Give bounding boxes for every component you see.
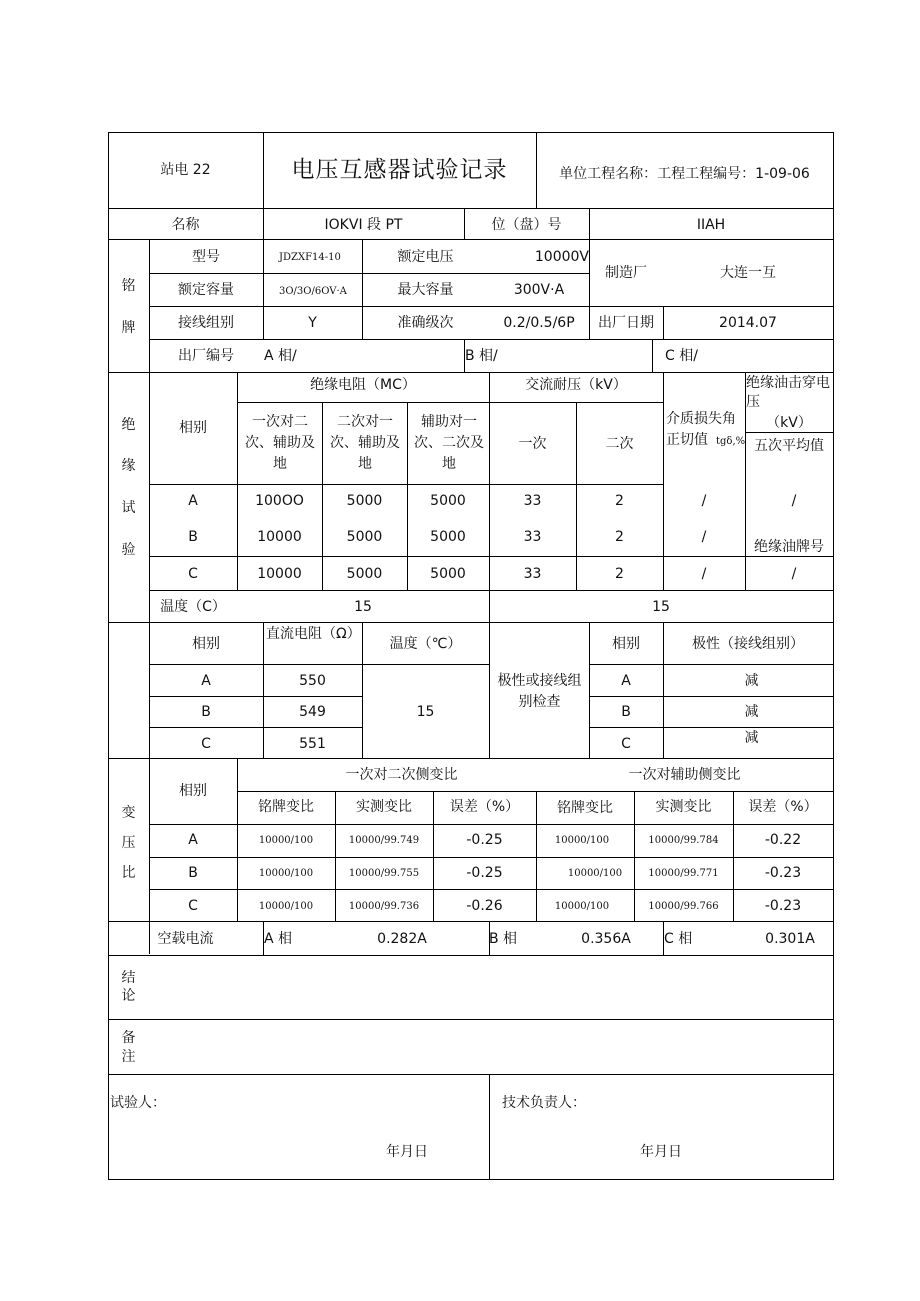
ratio-plate2-b: 10000/100	[567, 868, 623, 879]
dc-phase-c: C	[201, 736, 211, 752]
polarity-phase-b: B	[621, 704, 631, 720]
page-title: 电压互感器试验记录	[291, 157, 508, 183]
max-capacity-label: 最大容量	[397, 282, 454, 298]
ins-ir3-c: 5000	[430, 566, 466, 582]
ins-oil-c: /	[791, 566, 797, 582]
oil-breakdown-header: 绝缘油击穿电压	[746, 375, 830, 410]
ratio-primary-secondary-header: 一次对二次侧变比	[345, 767, 458, 783]
serial-label: 出厂编号	[178, 348, 234, 364]
ac-primary-header: 一次	[518, 436, 547, 452]
max-capacity-value: 300V·A	[513, 282, 565, 298]
ins-phase-c: C	[188, 566, 198, 582]
ratio-plate1-b: 10000/100	[258, 868, 314, 879]
serial-phase-c: C 相/	[665, 348, 698, 364]
ratio-error-header-2: 误差（%）	[748, 799, 818, 815]
accuracy-label: 准确级次	[397, 315, 454, 331]
ratio-measured-header-2: 实测变比	[655, 799, 712, 815]
nameplate-section-label-1: 铭	[121, 278, 136, 294]
factory-date-label: 出厂日期	[598, 315, 654, 331]
oil-plate-label: 绝缘油牌号	[754, 539, 824, 555]
name-value: IOKVI 段 PT	[324, 217, 403, 233]
polarity-header: 极性（接线组别）	[692, 636, 804, 652]
dc-phase-header: 相别	[192, 636, 220, 652]
remarks-label-2: 注	[121, 1049, 136, 1065]
ir-primary-header: 一次对二次、辅助及地	[245, 414, 315, 472]
remarks-label-1: 备	[121, 1030, 136, 1046]
ins-ir1-c: 10000	[257, 566, 302, 582]
polarity-check-label: 极性或接线组别检查	[497, 673, 582, 710]
insulation-phase-header: 相别	[179, 420, 207, 436]
no-load-a-label: A 相	[264, 931, 293, 947]
ratio-plate2-a: 10000/100	[554, 835, 610, 846]
tester-date: 年月日	[386, 1144, 428, 1160]
rated-voltage-label: 额定电压	[397, 249, 454, 265]
ins-tan-c: /	[701, 566, 707, 582]
insulation-temp-label: 温度（C）	[160, 599, 226, 615]
factory-date-value: 2014.07	[719, 315, 777, 331]
accuracy-value: 0.2/0.5/6P	[503, 315, 575, 331]
polarity-b: 减	[744, 704, 759, 720]
oil-five-avg-header: 五次平均值	[754, 438, 824, 454]
position-label: 位（盘）号	[491, 217, 562, 233]
dc-phase-b: B	[201, 704, 211, 720]
ratio-phase-header: 相别	[179, 783, 207, 799]
manufacturer-value: 大连一互	[720, 265, 776, 281]
insulation-section-label-1: 绝	[121, 417, 136, 433]
tech-lead-label: 技术负责人：	[502, 1095, 586, 1111]
ratio-phase-b: B	[188, 865, 198, 881]
ratio-meas1-c: 10000/99.736	[348, 901, 420, 912]
dc-phase-a: A	[201, 673, 211, 689]
polarity-a: 减	[744, 673, 759, 689]
ratio-err2-b: -0.23	[764, 865, 802, 881]
ratio-err1-b: -0.25	[466, 865, 503, 881]
dc-temp-value: 15	[416, 704, 435, 720]
ins-ac2-a: 2	[615, 493, 624, 509]
ratio-plate2-c: 10000/100	[554, 901, 610, 912]
ratio-primary-aux-header: 一次对辅助侧变比	[628, 767, 741, 783]
ratio-phase-c: C	[188, 898, 198, 914]
insulation-resistance-header: 绝缘电阻（MC）	[310, 377, 416, 393]
model-label: 型号	[192, 249, 220, 265]
no-load-b-label: B 相	[489, 931, 518, 947]
ratio-plate-header-2: 铭牌变比	[557, 800, 613, 816]
rated-capacity-label: 额定容量	[178, 282, 234, 298]
no-load-b-value: 0.356A	[581, 931, 631, 947]
insulation-section-label-4: 验	[121, 542, 136, 558]
ratio-meas2-a: 10000/99.784	[648, 835, 719, 846]
ratio-meas1-b: 10000/99.755	[348, 868, 420, 879]
insulation-section-label-2: 缘	[121, 458, 136, 474]
unit-project-info: 单位工程名称：工程工程编号：1-09-06	[559, 166, 810, 182]
ins-phase-b: B	[188, 529, 198, 545]
ins-tan-b: /	[701, 529, 707, 545]
dc-res-c: 551	[299, 736, 326, 752]
ins-tan-a: /	[701, 493, 707, 509]
wiring-group-value: Y	[308, 315, 317, 331]
ratio-meas1-a: 10000/99.749	[348, 835, 420, 846]
no-load-c-label: C 相	[664, 931, 693, 947]
model-value: JDZXF14-10	[279, 252, 341, 263]
ratio-section-label-2: 压	[121, 835, 136, 851]
dc-temp-header: 温度（℃）	[389, 636, 462, 652]
position-value: IIAH	[696, 217, 726, 233]
ratio-measured-header-1: 实测变比	[356, 799, 412, 815]
ratio-err2-a: -0.22	[764, 832, 802, 848]
ins-ir2-c: 5000	[346, 566, 383, 582]
station-number: 站电 22	[160, 162, 211, 178]
ratio-plate-header-1: 铭牌变比	[258, 799, 314, 815]
no-load-a-value: 0.282A	[377, 931, 427, 947]
ins-ac2-b: 2	[615, 529, 624, 545]
dc-res-b: 549	[299, 704, 326, 720]
dc-resistance-header: 直流电阻（Ω）	[266, 626, 361, 642]
ir-secondary-header: 二次对一次、辅助及地	[330, 414, 400, 472]
dc-res-a: 550	[299, 673, 326, 689]
ins-oil-a: /	[791, 493, 797, 509]
manufacturer-label: 制造厂	[605, 265, 647, 281]
ins-ir2-b: 5000	[346, 529, 383, 545]
polarity-phase-c: C	[621, 736, 631, 752]
wiring-group-label: 接线组别	[178, 315, 234, 331]
ac-secondary-header: 二次	[605, 436, 634, 452]
ac-withstand-header: 交流耐压（kV）	[525, 377, 627, 393]
rated-voltage-value: 10000V	[534, 249, 589, 265]
ir-auxiliary-header: 辅助对一次、二次及地	[414, 414, 484, 472]
no-load-c-value: 0.301A	[765, 931, 815, 947]
ins-ir3-a: 5000	[430, 493, 466, 509]
ins-ac1-c: 33	[523, 566, 542, 582]
oil-breakdown-unit: （kV）	[766, 415, 812, 431]
polarity-c: 减	[744, 730, 759, 746]
ratio-err1-a: -0.25	[466, 832, 503, 848]
tester-label: 试验人：	[110, 1095, 166, 1111]
ratio-section-label-1: 变	[121, 805, 136, 821]
dielectric-loss-header: 介质损失角正切值	[666, 411, 736, 448]
ins-ir2-a: 5000	[346, 493, 383, 509]
insulation-temp-right: 15	[652, 599, 670, 615]
serial-phase-a: A 相/	[264, 348, 297, 364]
polarity-phase-header: 相别	[612, 636, 640, 652]
rated-capacity-value: 3O/3O/6OV·A	[279, 286, 347, 297]
insulation-section-label-3: 试	[121, 500, 136, 516]
ins-ir3-b: 5000	[430, 529, 466, 545]
ratio-meas2-c: 10000/99.766	[648, 901, 719, 912]
ratio-section-label-3: 比	[121, 865, 136, 881]
name-label: 名称	[171, 217, 200, 233]
ratio-err2-c: -0.23	[764, 898, 802, 914]
ins-ac2-c: 2	[615, 566, 624, 582]
no-load-current-label: 空载电流	[157, 931, 214, 947]
ins-ir1-a: 100OO	[255, 493, 304, 509]
dielectric-loss-unit: tgδ,%	[716, 436, 746, 447]
conclusion-label-1: 结	[121, 970, 136, 986]
ratio-error-header-1: 误差（%）	[449, 799, 520, 815]
ins-ir1-b: 10000	[257, 529, 302, 545]
serial-phase-b: B 相/	[465, 348, 498, 364]
ratio-plate1-c: 10000/100	[258, 901, 314, 912]
ins-phase-a: A	[188, 493, 198, 509]
conclusion-label-2: 论	[121, 988, 136, 1004]
insulation-temp-left: 15	[354, 599, 372, 615]
ratio-err1-c: -0.26	[466, 898, 503, 914]
ratio-plate1-a: 10000/100	[258, 835, 314, 846]
ins-ac1-a: 33	[523, 493, 542, 509]
ins-ac1-b: 33	[523, 529, 542, 545]
nameplate-section-label-2: 牌	[121, 320, 136, 336]
ratio-phase-a: A	[188, 832, 198, 848]
ratio-meas2-b: 10000/99.771	[648, 868, 719, 879]
tech-lead-date: 年月日	[640, 1144, 682, 1160]
polarity-phase-a: A	[621, 673, 631, 689]
